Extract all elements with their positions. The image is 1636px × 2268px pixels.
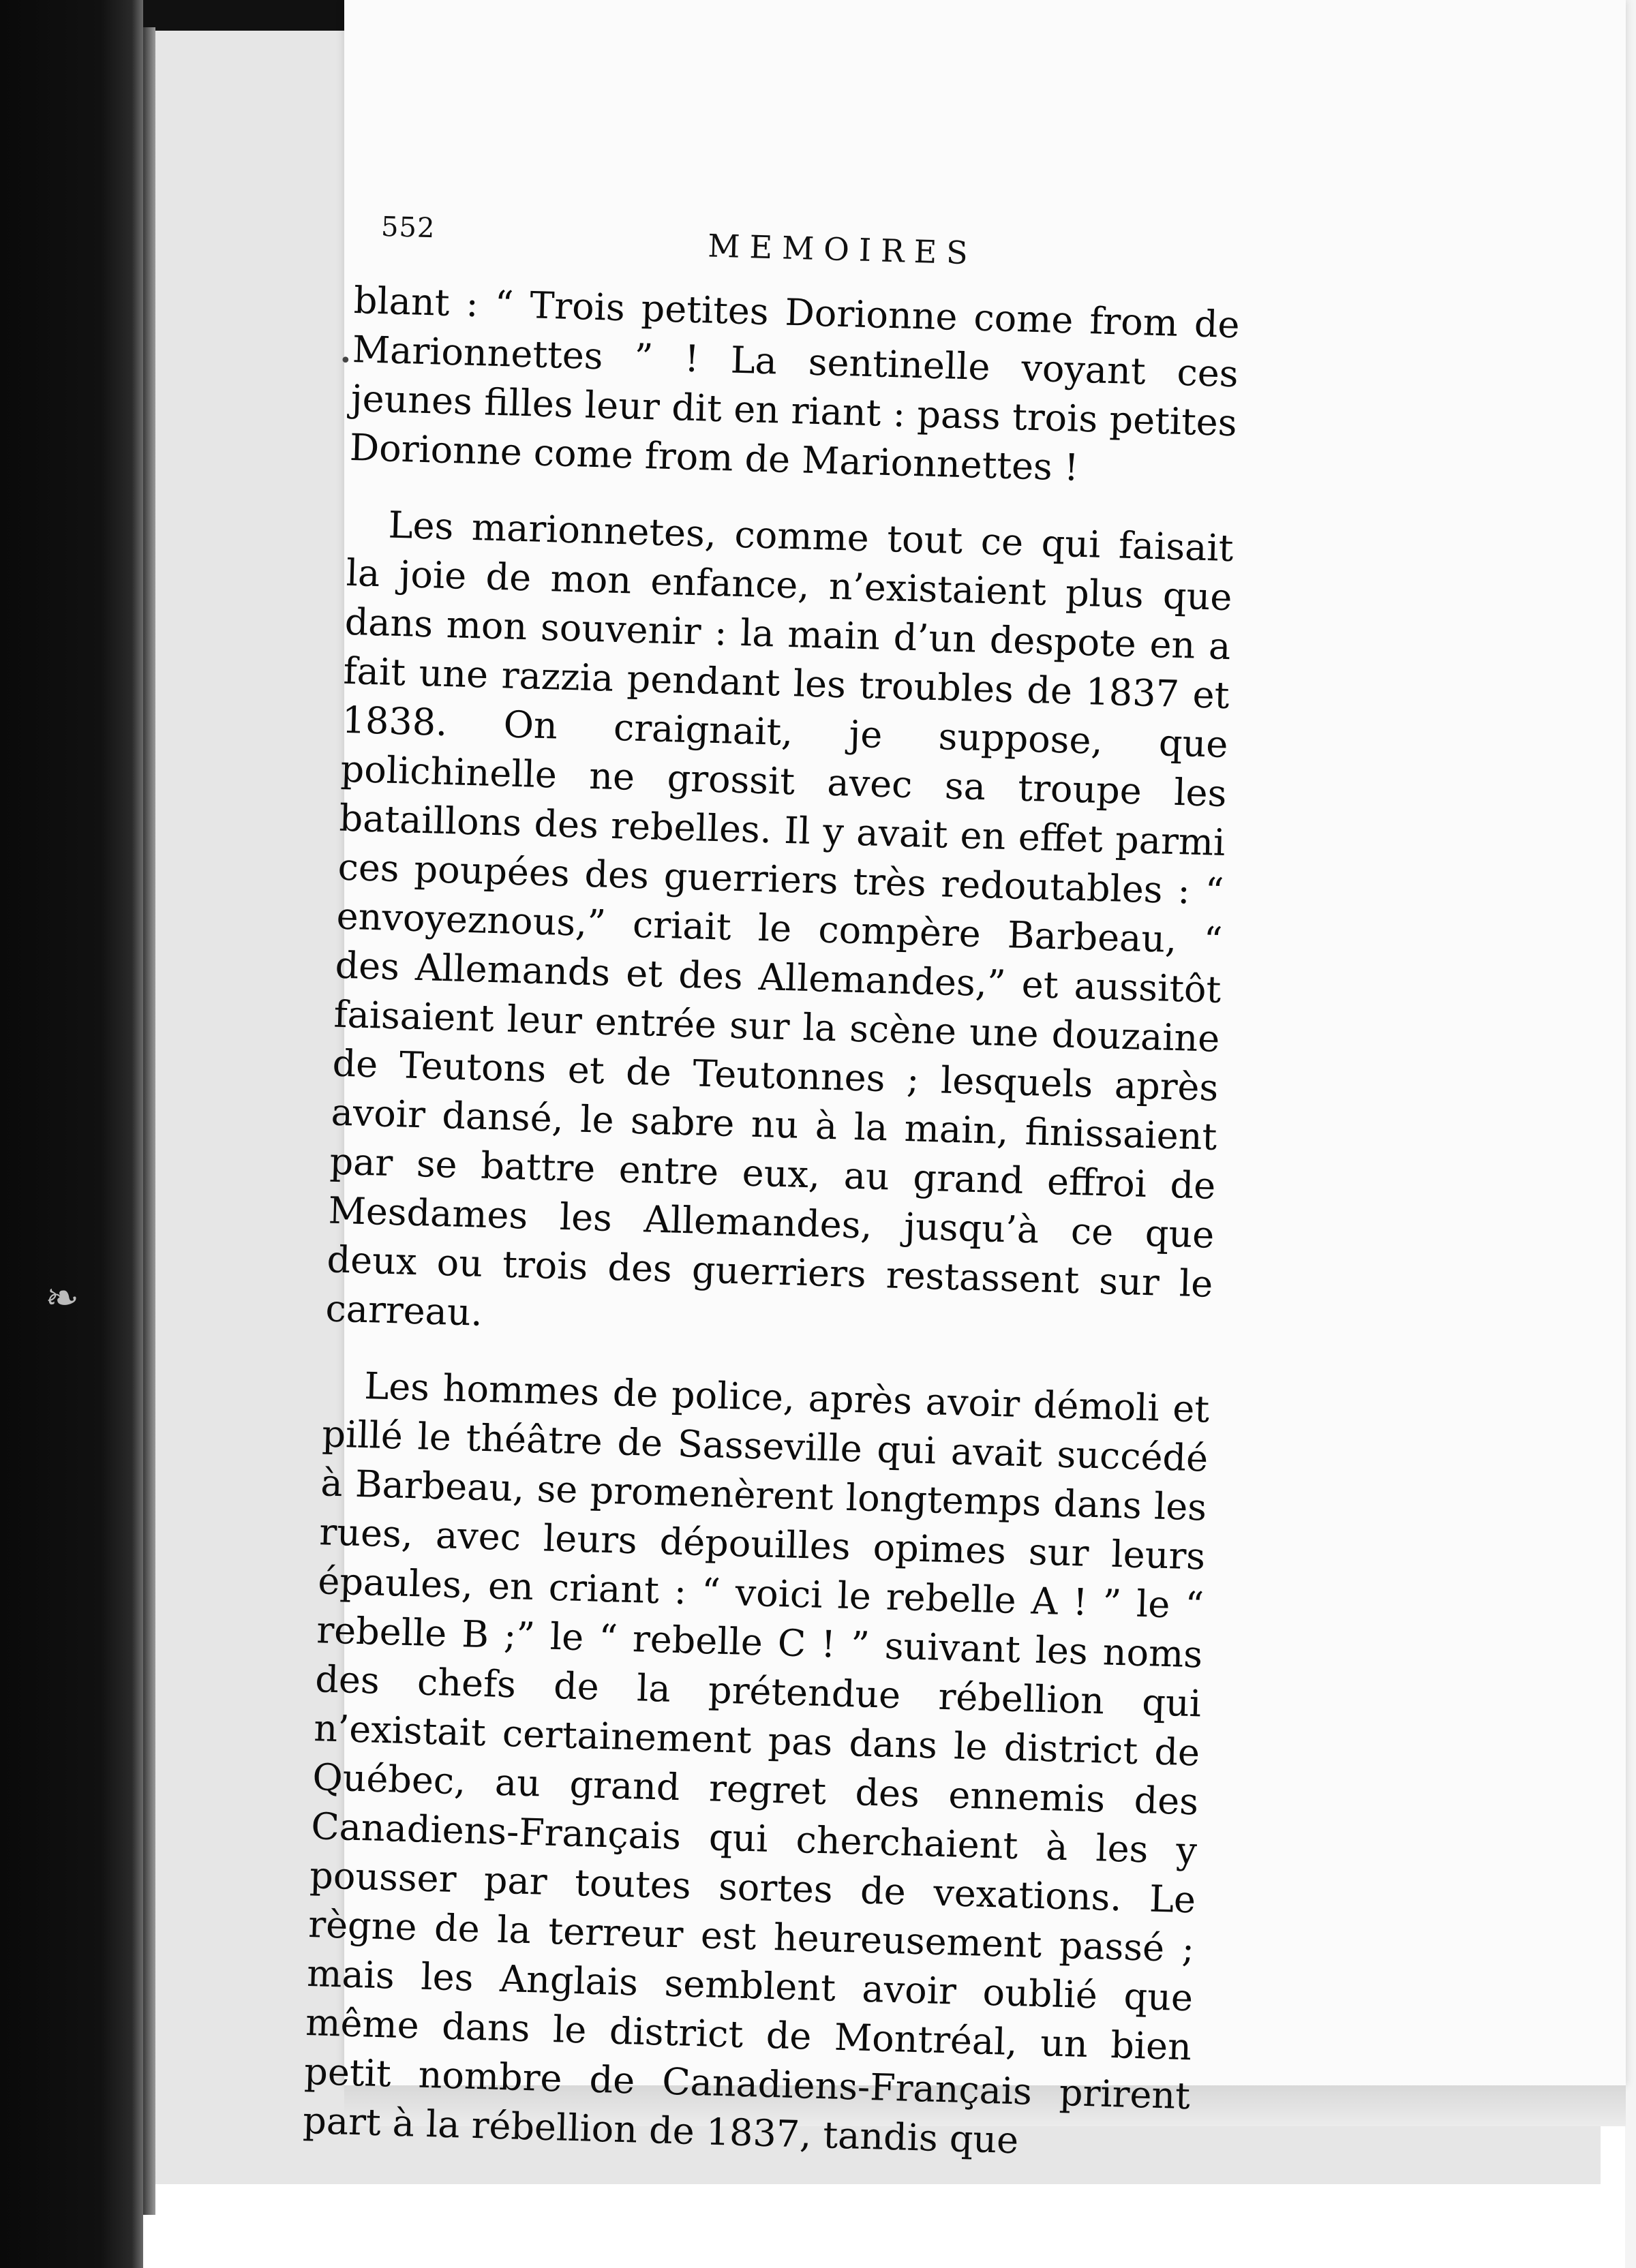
body-text bbox=[302, 276, 1240, 2170]
paragraph-3: Les hommes de police, après avoir démoli et pillé le théâtre de Sasseville qui avait succédé à Barbeau, se promenèrent longtemps dans les rues, avec leurs dépouilles opimes sur leurs épaules, en criant : “ voici le rebelle A ! ” le “ rebelle B ;” le “ rebelle C ! ” suivant les noms des chefs de la prétendue rébellion qui n’existait certainement pas dans le district de Québec, au grand regret des ennemis des Canadiens-Français qui cherchaient à les y pousser par toutes sortes de vexations. Le règne de la terreur est heureusement passé ; mais les Anglais semblent avoir oublié que même dans le district de Montréal, un bien petit nombre de Canadiens-Français prirent part à la rébellion de 1837, tandis que bbox=[302, 1364, 1210, 2162]
scan-right-band bbox=[1625, 0, 1636, 2268]
page-number: 552 bbox=[380, 211, 436, 245]
margin-speck: ❧ bbox=[45, 1274, 80, 1322]
paragraph-1: blant : “ Trois petites Dorionne come from de Marionnettes ” ! La sentinelle voyant ces jeunes filles leur dit en riant : pass trois petites Dorionne come from de Marionnettes ! bbox=[349, 278, 1241, 489]
running-title: MEMOIRES bbox=[707, 227, 978, 272]
scan-edge-strip bbox=[143, 27, 155, 2215]
scan-book-edge bbox=[0, 0, 143, 2268]
paragraph-2: Les marionnetes, comme tout ce qui faisait la joie de mon enfance, n’existaient plus que dans mon souvenir : la main d’un despote en a fait une razzia pendant les troubles de 1837 et 1838. On craignait, je suppose, que polichinelle ne grossit avec sa troupe les bataillons des rebelles. Il y avait en effet parmi ces poupées des guerriers très redoutables : “ envoyeznous,” criait le compère Barbeau, “ des Allemands et des Allemandes,” et aussitôt faisaient leur entrée sur la scène une douzaine de Teutons et de Teutonnes ; lesquels après avoir dansé, le sabre nu à la main, finissaient par se battre entre eux, au grand effroi de Mesdames les Allemandes, jusqu’à ce que deux ou trois des guerriers restassent sur le carreau. bbox=[324, 503, 1234, 1334]
margin-speck: • bbox=[339, 349, 352, 373]
